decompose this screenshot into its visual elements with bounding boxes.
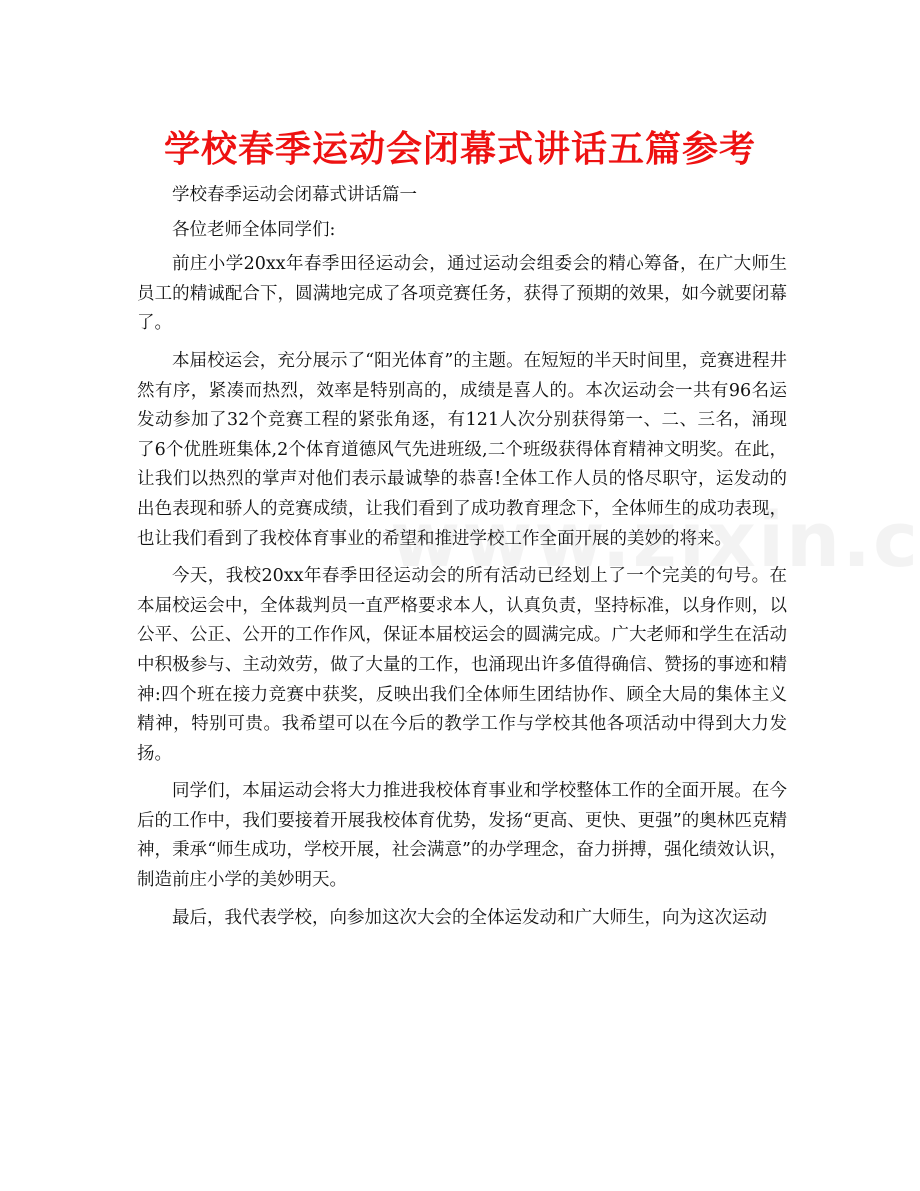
document-title: 学校春季运动会闭幕式讲话五篇参考 [163, 129, 756, 170]
paragraph-3: 今天，我校20xx年春季田径运动会的所有活动已经划上了一个完美的句号。在本届校运会中，全体裁判员一直严格要求本人，认真负责，坚持标准，以身作则，以公平、公正、公开的工作作风，保证本届校运会的圆满完成。广大老师和学生在活动中积极参与、主动效劳，做了大量的工作，也涌现出许多值得确信、赞扬的事迹和精神:四个班在接力竞赛中获奖，反映出我们全体师生团结协作、顾全大局的集体主义精神，特别可贵。我希望可以在今后的教学工作与学校其他各项活动中得到大力发扬。 [137, 566, 787, 764]
section-heading: 学校春季运动会闭幕式讲话篇一 [172, 185, 417, 205]
paragraph-5: 最后，我代表学校，向参加这次大会的全体运发动和广大师生，向为这次运动 [172, 907, 767, 928]
paragraph-1: 前庄小学20xx年春季田径运动会，通过运动会组委会的精心筹备，在广大师生员工的精诚配合下，圆满地完成了各项竞赛任务，获得了预期的效果，如今就要闭幕了。 [137, 254, 787, 334]
paragraph-2: 本届校运会，充分展示了“阳光体育”的主题。在短短的半天时间里，竞赛进程井然有序，紧凑而热烈，效率是特别高的，成绩是喜人的。本次运动会一共有96名运发动参加了32个竞赛工程的紧张角逐，有121人次分别获得第一、二、三名，涌现了6个优胜班集体,2个体育道德风气先进班级,二个班级获得体育精神文明奖。在此，让我们以热烈的掌声对他们表示最诚挚的恭喜!全体工作人员的恪尽职守，运发动的出色表现和骄人的竞赛成绩，让我们看到了成功教育理念下，全体师生的成功表现，也让我们看到了我校体育事业的希望和推进学校工作全面开展的美妙的将来。 [137, 350, 787, 549]
document-body [137, 181, 787, 941]
salutation: 各位老师全体同学们: [172, 219, 336, 240]
paragraph-4: 同学们，本届运动会将大力推进我校体育事业和学校整体工作的全面开展。在今后的工作中，我们要接着开展我校体育优势，发扬“更高、更快、更强”的奥林匹克精神，秉承“师生成功，学校开展，社会满意”的办学理念，奋力拼搏，强化绩效认识，制造前庄小学的美妙明天。 [137, 781, 787, 891]
